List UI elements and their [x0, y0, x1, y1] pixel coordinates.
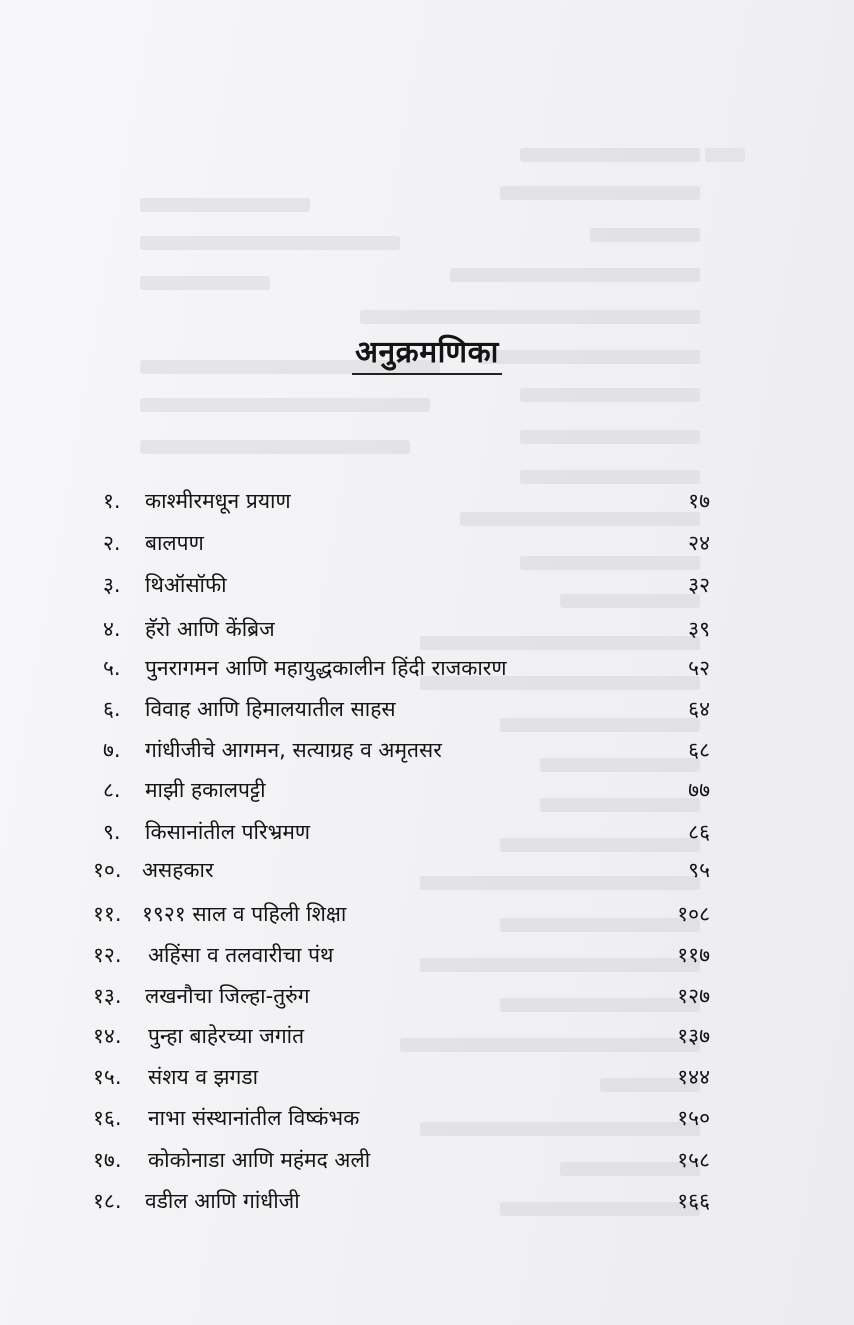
toc-entry-number: १५. [93, 1065, 122, 1089]
toc-entry-page: ८६ [688, 820, 710, 844]
toc-entry-number: १७. [93, 1148, 122, 1172]
toc-entry-number: १३. [93, 984, 122, 1008]
toc-entry-title: थिऑसॉफी [145, 573, 227, 597]
toc-entry [0, 651, 854, 685]
toc-entry-page: १४४ [677, 1065, 710, 1089]
toc-entry [0, 692, 854, 726]
toc-entry [0, 897, 854, 931]
toc-entry-page: ६८ [688, 738, 710, 762]
toc-entry-title: पुनरागमन आणि महायुद्धकालीन हिंदी राजकारण [145, 656, 507, 680]
toc-entry-title: वडील आणि गांधीजी [145, 1189, 300, 1213]
toc-entry [0, 1143, 854, 1177]
toc-entry [0, 853, 854, 887]
toc-entry-number: ६. [103, 697, 121, 721]
toc-entry [0, 484, 854, 518]
toc-entry-number: ८. [103, 778, 121, 802]
toc-entry-number: १८. [93, 1189, 122, 1213]
toc-entry-page: ३९ [688, 617, 710, 641]
toc-entry-page: १०८ [677, 902, 710, 926]
toc-entry-title: काश्मीरमधून प्रयाण [145, 489, 291, 513]
toc-entry-number: ४. [103, 617, 121, 641]
toc-entry-number: १०. [93, 858, 122, 882]
toc-entry-page: १७ [688, 489, 710, 513]
toc-entry-number: ३. [103, 573, 121, 597]
toc-entry [0, 612, 854, 646]
toc-entry-title: कोकोनाडा आणि महंमद अली [148, 1148, 371, 1172]
toc-entry-page: ५२ [688, 656, 710, 680]
toc-entry-number: ९. [103, 820, 121, 844]
toc-entry-title: हॅरो आणि केंब्रिज [145, 617, 275, 641]
toc-entry-title: १९२१ साल व पहिली शिक्षा [142, 902, 347, 926]
toc-entry-number: १२. [93, 943, 122, 967]
toc-entry-page: १५८ [677, 1148, 710, 1172]
toc-entry [0, 1101, 854, 1135]
toc-entry [0, 526, 854, 560]
toc-entry-number: २. [103, 531, 121, 555]
toc-entry [0, 979, 854, 1013]
toc-entry-title: असहकार [142, 858, 214, 882]
toc-entry-number: १६. [93, 1106, 122, 1130]
toc-entry-title: लखनौचा जिल्हा-तुरुंग [145, 984, 310, 1008]
toc-entry-page: १६६ [677, 1189, 710, 1213]
toc-entry-page: १३७ [677, 1024, 710, 1048]
toc-entry-number: १. [103, 489, 121, 513]
toc-entry [0, 1019, 854, 1053]
title-text: अनुक्रमणिका [355, 335, 499, 370]
toc-entry-title: नाभा संस्थानांतील विष्कंभक [148, 1106, 360, 1130]
toc-entry-number: ७. [103, 738, 121, 762]
toc-entry-page: ११७ [677, 943, 710, 967]
toc-entry-title: बालपण [145, 531, 204, 555]
toc-entry [0, 568, 854, 602]
toc-entry-title: संशय व झगडा [148, 1065, 259, 1089]
toc-entry [0, 938, 854, 972]
toc-entry-page: ७७ [688, 778, 710, 802]
toc-entry-page: २४ [688, 531, 710, 555]
toc-entry-title: विवाह आणि हिमालयातील साहस [145, 697, 396, 721]
toc-entry-title: पुन्हा बाहेरच्या जगांत [148, 1024, 305, 1048]
toc-entry [0, 1060, 854, 1094]
toc-entry-title: अहिंसा व तलवारीचा पंथ [148, 943, 334, 967]
toc-entry-page: १२७ [677, 984, 710, 1008]
toc-entry-page: ६४ [688, 697, 710, 721]
toc-entry [0, 733, 854, 767]
toc-entry-number: १४. [93, 1024, 122, 1048]
toc-entry-page: ९५ [688, 858, 710, 882]
toc-entry-page: ३२ [688, 573, 710, 597]
toc-entry [0, 1184, 854, 1218]
toc-entry [0, 773, 854, 807]
toc-entry-title: माझी हकालपट्टी [145, 778, 266, 802]
toc-entry-title: गांधीजीचे आगमन, सत्याग्रह व अमृतसर [145, 738, 442, 762]
toc-entry-page: १५० [677, 1106, 710, 1130]
toc-entry [0, 815, 854, 849]
toc-entry-number: ५. [103, 656, 121, 680]
toc-entry-title: किसानांतील परिभ्रमण [145, 820, 311, 844]
toc-entry-number: ११. [93, 902, 122, 926]
